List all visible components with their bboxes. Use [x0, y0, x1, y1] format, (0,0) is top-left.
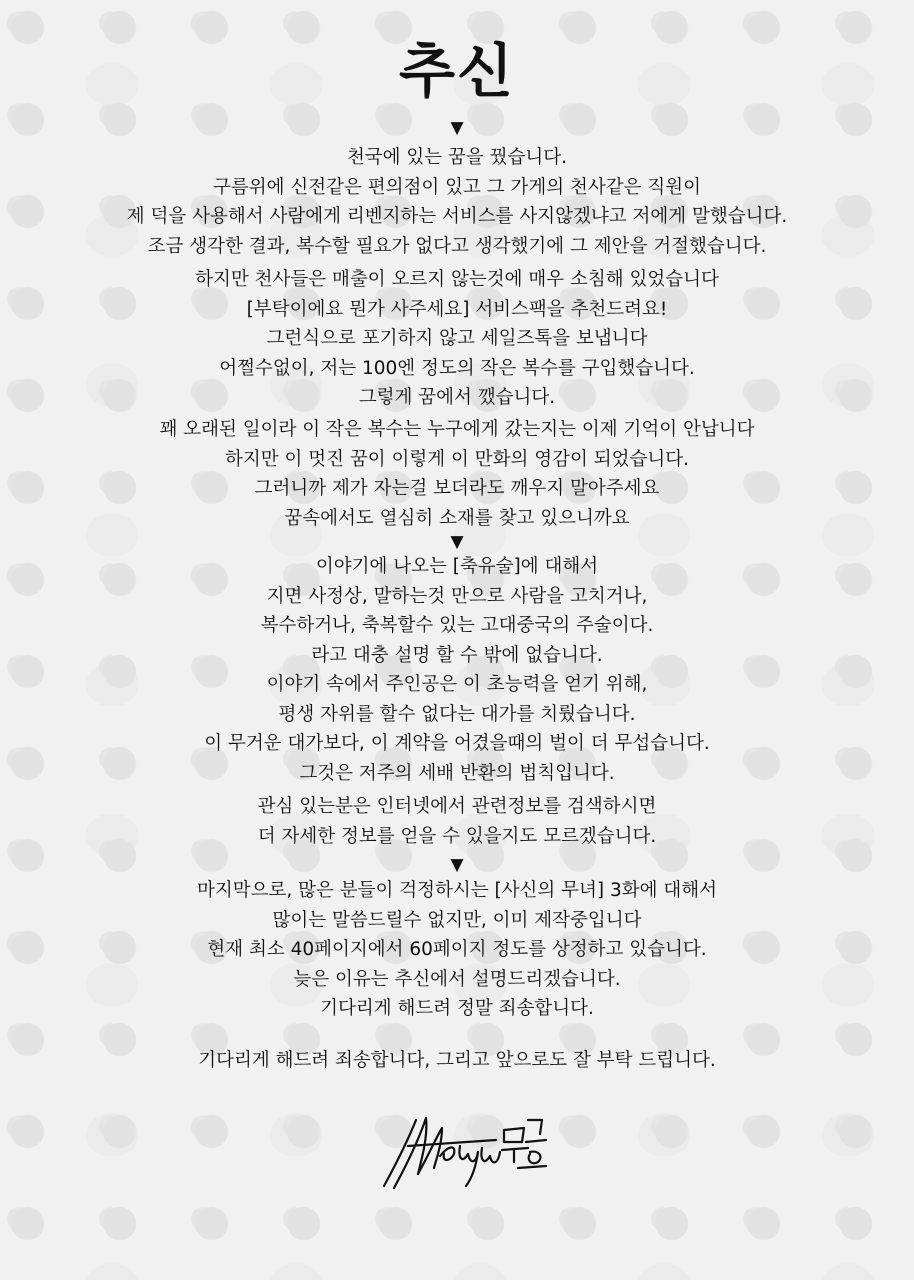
text-line: 평생 자위를 할수 없다는 대가를 치뤘습니다.	[278, 703, 636, 725]
paragraph-inspiration	[0, 415, 914, 533]
text-line: 천국에 있는 꿈을 꿨습니다.	[346, 147, 568, 168]
text-line: 늦은 이유는 추신에서 설명드리겠습니다.	[293, 968, 621, 990]
text-line: 라고 대충 설명 할 수 밖에 없습니다.	[311, 644, 603, 666]
text-line: 기다리게 해드려 죄송합니다, 그리고 앞으로도 잘 부탁 드립니다.	[198, 1050, 716, 1071]
text-line: 복수하거나, 축복할수 있는 고대중국의 주술이다.	[260, 615, 654, 636]
section-marker-3: ▼	[450, 855, 464, 875]
text-line: 현재 최소 40페이지에서 60페이지 정도를 상정하고 있습니다.	[207, 939, 707, 960]
text-line: 이야기 속에서 주인공은 이 초능력을 얻기 위해,	[266, 674, 648, 695]
paragraph-angels	[0, 265, 914, 413]
paragraph-incantation	[0, 552, 914, 788]
text-line: 많이는 말씀드릴수 없지만, 이미 제작중입니다	[272, 909, 642, 931]
text-line: 그것은 저주의 세배 반환의 법칙입니다.	[299, 762, 615, 784]
text-line: 구름위에 신전같은 편의점이 있고 그 가게의 천사같은 직원이	[213, 176, 701, 198]
paragraph-episode-3	[0, 876, 914, 1024]
text-line: 조금 생각한 결과, 복수할 필요가 없다고 생각했기에 그 제안을 거절했습니다.	[147, 235, 767, 257]
text-line: 하지만 이 멋진 꿈이 이렇게 이 만화의 영감이 되었습니다.	[225, 448, 689, 470]
text-line: 기다리게 해드려 정말 죄송합니다.	[320, 998, 594, 1019]
text-line: 꽤 오래된 일이라 이 작은 복수는 누구에게 갔는지는 이제 기억이 안납니다	[159, 419, 755, 440]
section-marker-2: ▼	[450, 532, 464, 552]
text-line: 이 무거운 대가보다, 이 계약을 어겼을때의 벌이 더 무섭습니다.	[204, 733, 710, 754]
text-line: 지면 사정상, 말하는것 만으로 사람을 고치거나,	[266, 585, 648, 607]
text-line: 관심 있는분은 인터넷에서 관련정보를 검색하시면	[257, 796, 657, 817]
text-line: 제 덕을 사용해서 사람에게 리벤지하는 서비스를 사지않겠냐고 저에게 말했습니다.	[126, 206, 788, 227]
text-line: 꿈속에서도 열심히 소재를 찾고 있으니까요	[284, 507, 630, 529]
page-title: 추신	[398, 37, 516, 105]
text-line: [부탁이에요 뭔가 사주세요] 서비스팩을 추천드려요!	[246, 298, 668, 320]
paragraph-dream	[0, 143, 914, 261]
text-line: 더 자세한 정보를 얻을 수 있을지도 모르겠습니다.	[257, 825, 657, 847]
paragraph-closing	[0, 1046, 914, 1076]
text-line: 마지막으로, 많은 분들이 걱정하시는 [사신의 무녀] 3화에 대해서	[196, 880, 718, 901]
paragraph-more-info	[0, 792, 914, 851]
text-line: 어쩔수없이, 저는 100엔 정도의 작은 복수를 구입했습니다.	[219, 357, 695, 379]
text-line: 그렇게 꿈에서 깼습니다.	[358, 387, 556, 408]
section-marker-1: ▼	[450, 118, 464, 138]
author-signature	[378, 1106, 550, 1192]
text-line: 그런식으로 포기하지 않고 세일즈톡을 보냅니다	[266, 328, 648, 349]
text-line: 이야기에 나오는 [축유술]에 대해서	[315, 556, 599, 577]
text-line: 그러니까 제가 자는걸 보더라도 깨우지 말아주세요	[254, 478, 660, 499]
text-line: 하지만 천사들은 매출이 오르지 않는것에 매우 소침해 있었습니다	[195, 269, 719, 290]
